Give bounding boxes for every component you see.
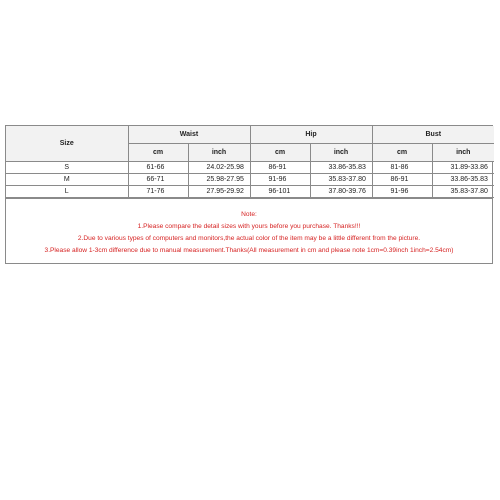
waist-cm-cell: 66-71	[128, 174, 188, 186]
size-chart	[5, 125, 493, 264]
table-row	[6, 162, 494, 174]
table-header-row-groups	[6, 126, 494, 144]
waist-cm-header: cm	[128, 144, 188, 162]
note-line-2: 2.Due to various types of computers and monitors,the actual color of the item may be a little different from the picture.	[77, 235, 421, 242]
waist-header: Waist	[128, 126, 250, 144]
note-line-1: 1.Please compare the detail sizes with yours before you purchase. Thanks!!!	[137, 223, 361, 230]
bust-inch-header: inch	[432, 144, 494, 162]
waist-inch-cell: 27.95-29.92	[188, 186, 250, 198]
size-table	[6, 126, 494, 198]
hip-inch-cell: 37.80-39.76	[310, 186, 372, 198]
bust-inch-cell: 33.86-35.83	[432, 174, 494, 186]
hip-cm-cell: 91-96	[250, 174, 310, 186]
notes-section	[6, 198, 492, 263]
hip-inch-cell: 35.83-37.80	[310, 174, 372, 186]
hip-inch-cell: 33.86-35.83	[310, 162, 372, 174]
bust-inch-cell: 31.89-33.86	[432, 162, 494, 174]
hip-inch-header: inch	[310, 144, 372, 162]
waist-inch-header: inch	[188, 144, 250, 162]
table-row	[6, 186, 494, 198]
hip-header: Hip	[250, 126, 372, 144]
hip-cm-header: cm	[250, 144, 310, 162]
waist-cm-cell: 61-66	[128, 162, 188, 174]
bust-cm-cell: 91-96	[372, 186, 432, 198]
size-cell: L	[6, 186, 128, 198]
size-column-header: Size	[6, 126, 128, 162]
table-row	[6, 174, 494, 186]
size-cell: M	[6, 174, 128, 186]
hip-cm-cell: 86-91	[250, 162, 310, 174]
waist-inch-cell: 25.98-27.95	[188, 174, 250, 186]
size-cell: S	[6, 162, 128, 174]
bust-header: Bust	[372, 126, 494, 144]
note-title: Note:	[241, 211, 257, 218]
bust-cm-header: cm	[372, 144, 432, 162]
bust-inch-cell: 35.83-37.80	[432, 186, 494, 198]
waist-cm-cell: 71-76	[128, 186, 188, 198]
hip-cm-cell: 96-101	[250, 186, 310, 198]
bust-cm-cell: 81-86	[372, 162, 432, 174]
note-line-3: 3.Please allow 1-3cm difference due to manual measurement.Thanks(All measurement in cm and please note 1cm=0.39inch 1inch=2.54cm)	[44, 247, 454, 254]
bust-cm-cell: 86-91	[372, 174, 432, 186]
waist-inch-cell: 24.02-25.98	[188, 162, 250, 174]
